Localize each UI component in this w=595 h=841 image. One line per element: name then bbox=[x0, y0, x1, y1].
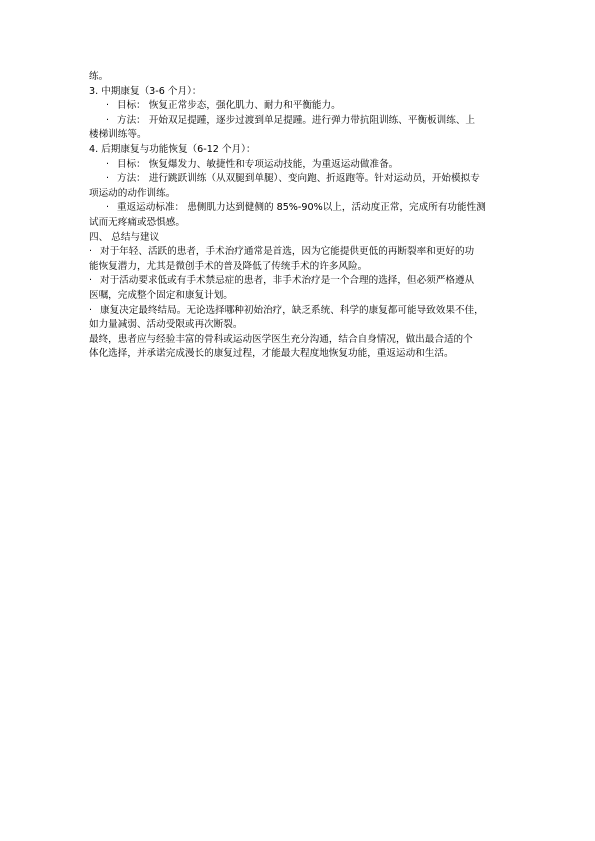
list-item-text: 目标： 恢复爆发力、敏捷性和专项运动技能，为重返运动做准备。 bbox=[117, 158, 399, 170]
list-item-text: 目标： 恢复正常步态，强化肌力、耐力和平衡能力。 bbox=[117, 100, 341, 112]
text-line: 如力量减弱、活动受限或再次断裂。 bbox=[89, 319, 243, 331]
list-item bbox=[89, 245, 509, 260]
list-item-text: 对于年轻、活跃的患者，手术治疗通常是首选，因为它能提供更低的再断裂率和更好的功 bbox=[100, 246, 475, 258]
text-line: 试而无疼痛或恐惧感。 bbox=[89, 216, 185, 228]
text-line: 医嘱，完成整个固定和康复计划。 bbox=[89, 289, 233, 301]
list-item-text: 方法： 进行跳跃训练（从双腿到单腿）、变向跑、折返跑等。针对运动员，开始模拟专 bbox=[117, 173, 480, 185]
list-item-text: 重返运动标准： 患侧肌力达到健侧的 85%-90%以上，活动度正常，完成所有功能性测 bbox=[117, 202, 486, 214]
bullet-icon: · bbox=[106, 158, 110, 170]
text-line: 项运动的动作训练。 bbox=[89, 187, 176, 199]
bullet-icon: · bbox=[106, 100, 110, 112]
text-line: 练。 bbox=[89, 71, 109, 82]
list-item bbox=[89, 158, 509, 173]
list-item bbox=[89, 274, 509, 289]
list-item-text: 方法： 开始双足提踵，逐步过渡到单足提踵。进行弹力带抗阻训练、平衡板训练、上 bbox=[117, 114, 476, 126]
section-heading: 四、 总结与建议 bbox=[89, 231, 160, 243]
list-item-text: 康复决定最终结局。无论选择哪种初始治疗，缺乏系统、科学的康复都可能导致效果不佳， bbox=[100, 304, 484, 316]
paragraph-line: 体化选择，并承诺完成漫长的康复过程，才能最大程度地恢复功能，重返运动和生活。 bbox=[89, 348, 454, 360]
section-heading: 3. 中期康复（3-6 个月）： bbox=[89, 85, 202, 97]
bullet-icon: · bbox=[106, 173, 110, 185]
document-body bbox=[89, 70, 509, 362]
list-item-text: 对于活动要求低或有手术禁忌症的患者，非手术治疗是一个合理的选择，但必须严格遵从 bbox=[100, 275, 475, 287]
bullet-icon: · bbox=[106, 202, 110, 214]
bullet-icon: · bbox=[89, 275, 93, 287]
list-item bbox=[89, 99, 509, 114]
bullet-icon: · bbox=[106, 114, 110, 126]
list-item bbox=[89, 201, 509, 216]
paragraph-line: 最终，患者应与经验丰富的骨科或运动医学医生充分沟通，结合自身情况，做出最合适的个 bbox=[89, 333, 473, 345]
text-line: 楼梯训练等。 bbox=[89, 129, 147, 141]
list-item bbox=[89, 172, 509, 187]
bullet-icon: · bbox=[89, 246, 93, 258]
bullet-icon: · bbox=[89, 304, 93, 316]
text-line: 能恢复潜力，尤其是微创手术的普及降低了传统手术的许多风险。 bbox=[89, 260, 368, 272]
list-item bbox=[89, 114, 509, 129]
section-heading: 4. 后期康复与功能恢复（6-12 个月）： bbox=[89, 143, 256, 155]
list-item bbox=[89, 304, 509, 319]
